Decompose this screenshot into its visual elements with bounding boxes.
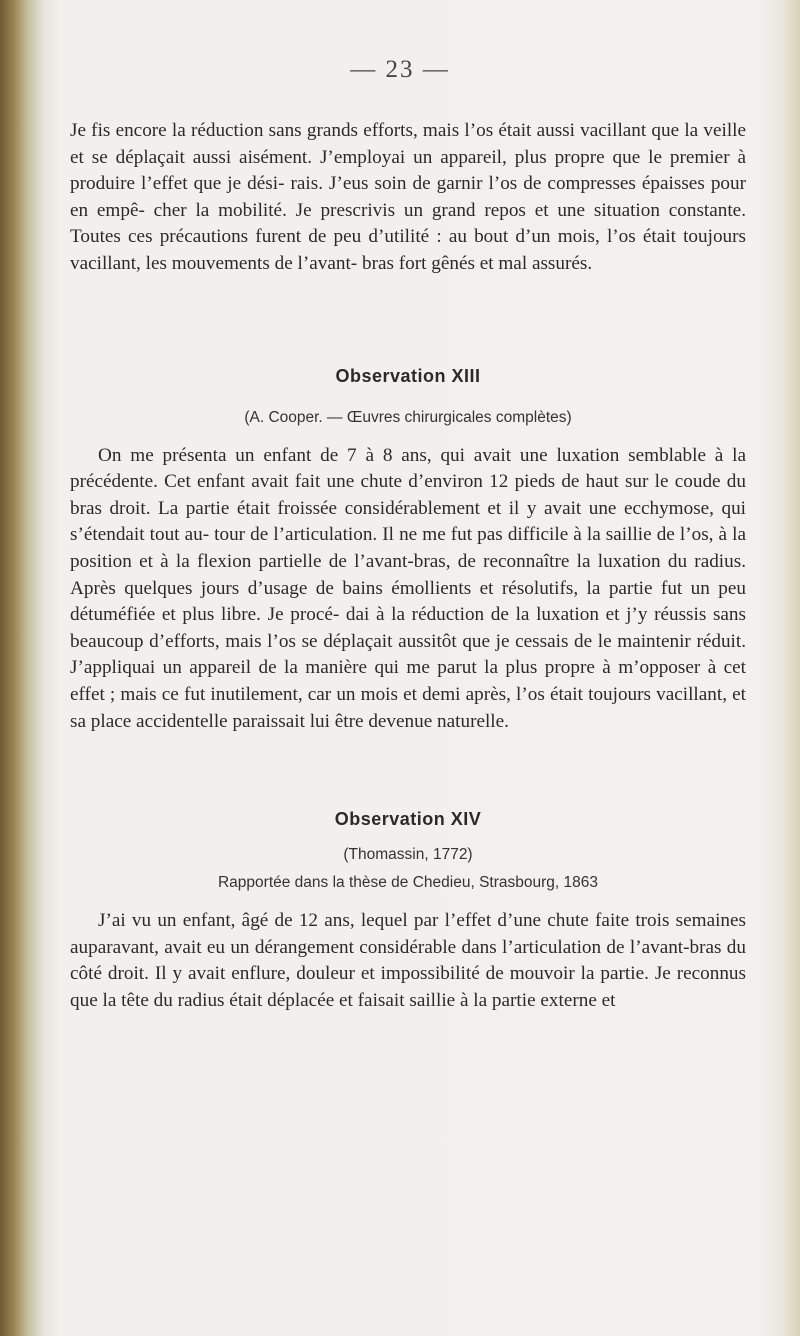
page-body — [70, 118, 746, 1014]
paragraph-observation-14: J’ai vu un enfant, âgé de 12 ans, lequel par l’effet d’une chute faite trois semaines auparavant, avait eu un dérangement considérable dans l’articulation de l’avant-bras du côté droit. Il y avait enflure, douleur et impossibilité de mouvoir la partie. Je reconnus que la tête du radius était déplacée et faisait saillie à la partie externe et — [70, 910, 746, 1011]
paragraph-observation-13: On me présenta un enfant de 7 à 8 ans, qui avait une luxation semblable à la précédente. Cet enfant avait fait une chute d’environ 12 pieds de haut sur le coude du bras droit. La partie était froissée considérablement et il y avait une ecchymose, qui s’étendait tout au- tour de l’articulation. Il ne me fut pas difficile à la saillie de l’os, à la position et à la flexion partielle de l’avant-bras, de reconnaître la luxation du radius. Après quelques jours d’usage de bains émollients et résolutifs, la partie fut un peu détuméfiée et plus libre. Je procé- dai à la réduction de la luxation et j’y réussis sans beaucoup d’efforts, mais l’os se déplaçait aussitôt que je cessais de le maintenir réduit. J’appliquai un appareil de la manière qui me parut la plus propre à m’opposer à cet effet ; mais ce fut inutilement, car un mois et demi après, l’os était toujours vacillant, et sa place accidentelle paraissait lui être devenue naturelle. — [70, 444, 746, 732]
paragraph-intro: Je fis encore la réduction sans grands efforts, mais l’os était aussi vacillant que la veille et se déplaçait aussi aisément. J’employai un appareil, plus propre que le premier à produire l’effet que je dési- rais. J’eus soin de garnir l’os de compresses épaisses pour en empê- cher la mobilité. Je prescrivis un grand repos et une situation constante. Toutes ces précautions furent de peu d’utilité : au bout d’un mois, l’os était toujours vacillant, les mouvements de l’avant- bras fort gênés et mal assurés. — [70, 120, 746, 274]
observation-14-report: Rapportée dans la thèse de Chedieu, Strasbourg, 1863 — [217, 874, 598, 892]
page-number: — 23 — — [350, 56, 450, 83]
observation-13-source: (A. Cooper. — Œuvres chirurgicales complètes) — [244, 408, 572, 426]
observation-14-source: (Thomassin, 1772) — [343, 846, 473, 864]
observation-14-title: Observation XIV — [334, 809, 482, 830]
observation-13-title: Observation XIII — [335, 365, 481, 386]
